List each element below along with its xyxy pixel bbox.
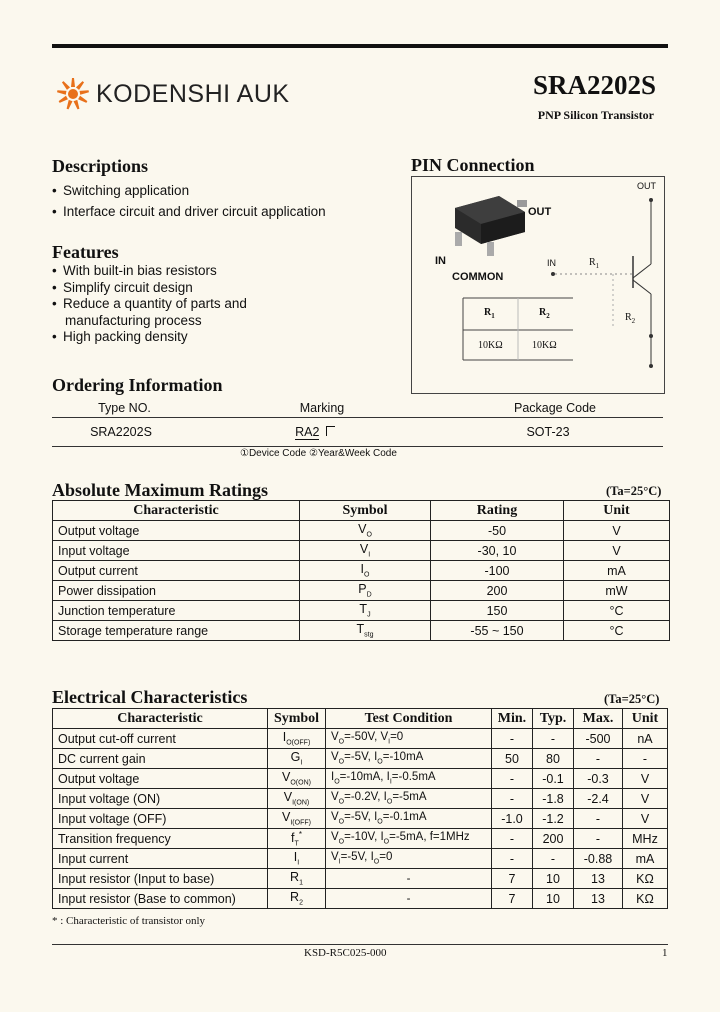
unit-cell: V [564, 541, 670, 561]
table-row [53, 521, 670, 541]
test-condition-cell [326, 829, 492, 849]
symbol-cell [300, 541, 431, 561]
ordering-package: SOT-23 [526, 425, 570, 439]
resistor-table-r1: $R_1$ [484, 307, 495, 320]
symbol-subscript: I(ON) [292, 799, 310, 807]
typ-cell: -0.1 [533, 769, 574, 789]
condition-part: O [386, 798, 393, 806]
condition-part: O [334, 778, 340, 786]
characteristic-cell: Input current [53, 849, 268, 869]
symbol-cell [268, 849, 326, 869]
min-cell: - [492, 849, 533, 869]
condition-part: =-5mA [392, 791, 427, 804]
col-unit: Unit [564, 501, 670, 521]
characteristic-cell: Storage temperature range [53, 621, 300, 641]
condition-part: =-5V, I [340, 851, 374, 864]
characteristic-cell: Output current [53, 561, 300, 581]
unit-cell: V [623, 769, 668, 789]
footer-rule [52, 944, 668, 945]
resistor-table-v1: 10KΩ [478, 340, 503, 351]
condition-part: V [331, 831, 339, 844]
ordering-col-marking: Marking [299, 400, 345, 415]
condition-part: O [338, 758, 345, 766]
symbol-subscript: O(ON) [290, 779, 311, 787]
ordering-note: ①Device Code ②Year&Week Code [240, 448, 397, 459]
rating-cell: -100 [431, 561, 564, 581]
unit-cell: mA [623, 849, 668, 869]
list-item: • High packing density [52, 329, 402, 346]
symbol-subscript: I(OFF) [290, 819, 311, 827]
characteristic-cell: Input resistor (Base to common) [53, 889, 268, 909]
typ-cell: 80 [533, 749, 574, 769]
min-cell: - [492, 789, 533, 809]
col-min: Min. [492, 709, 533, 729]
condition-part: O [338, 838, 345, 846]
table-row [53, 769, 668, 789]
table-row [53, 809, 668, 829]
condition-part: O [373, 858, 380, 866]
condition-part: V [331, 751, 339, 764]
table-header-row [53, 501, 670, 521]
pin-in-label: IN [435, 255, 446, 267]
features-list [52, 263, 402, 346]
table-row [53, 541, 670, 561]
symbol-base: T [356, 622, 365, 637]
table-row [53, 561, 670, 581]
max-cell: -2.4 [574, 789, 623, 809]
elec-condition: (Ta=25°C) [604, 692, 660, 706]
ordering-header-row [52, 398, 663, 418]
symbol-subscript: I [368, 551, 371, 559]
max-cell: - [574, 809, 623, 829]
symbol-subscript: D [366, 591, 372, 599]
symbol-subscript: stg [364, 631, 374, 639]
condition-part: =-50V, V [344, 731, 389, 744]
table-row [53, 869, 668, 889]
pin-connection-heading: PIN Connection [411, 155, 535, 175]
symbol-base: P [358, 582, 367, 597]
unit-cell: nA [623, 729, 668, 749]
ordering-heading: Ordering Information [52, 375, 223, 395]
rating-cell: -50 [431, 521, 564, 541]
list-item: • Switching application [52, 180, 402, 201]
typ-cell: - [533, 849, 574, 869]
min-cell: 7 [492, 869, 533, 889]
typ-cell: 10 [533, 869, 574, 889]
min-cell: 7 [492, 889, 533, 909]
symbol-subscript: J [367, 611, 371, 619]
typ-cell: -1.2 [533, 809, 574, 829]
unit-cell: mW [564, 581, 670, 601]
list-item-continuation: manufacturing process [65, 312, 202, 328]
table-row [53, 749, 668, 769]
condition-part: V [331, 851, 339, 864]
characteristic-cell: Power dissipation [53, 581, 300, 601]
ordering-table [52, 398, 663, 447]
ordering-row [52, 418, 663, 447]
list-item: • Reduce a quantity of parts and [52, 296, 402, 313]
test-condition-cell [326, 729, 492, 749]
characteristic-cell: Junction temperature [53, 601, 300, 621]
table-row [53, 789, 668, 809]
test-condition-cell: - [326, 869, 492, 889]
characteristic-cell: Output cut-off current [53, 729, 268, 749]
elec-footnote: * : Characteristic of transistor only [52, 915, 206, 927]
kodenshi-sun-icon [56, 77, 90, 111]
symbol-cell [300, 621, 431, 641]
symbol-subscript: 2 [299, 899, 303, 907]
rating-cell: 200 [431, 581, 564, 601]
characteristic-cell: Input resistor (Input to base) [53, 869, 268, 889]
characteristic-cell: Output voltage [53, 769, 268, 789]
symbol-cell [268, 869, 326, 889]
symbol-cell [268, 769, 326, 789]
condition-part: =-5V, I [344, 751, 378, 764]
min-cell: - [492, 829, 533, 849]
table-row [53, 889, 668, 909]
symbol-cell [268, 809, 326, 829]
min-cell: -1.0 [492, 809, 533, 829]
typ-cell: - [533, 729, 574, 749]
condition-part: =0 [379, 851, 393, 864]
test-condition-cell [326, 769, 492, 789]
symbol-cell [268, 889, 326, 909]
symbol-base: V [359, 542, 369, 557]
unit-cell: V [564, 521, 670, 541]
unit-cell: °C [564, 621, 670, 641]
characteristic-cell: Input voltage [53, 541, 300, 561]
col-unit: Unit [623, 709, 668, 729]
unit-cell: KΩ [623, 889, 668, 909]
condition-part: V [331, 731, 339, 744]
schematic-r2-label: $R_2$ [625, 312, 636, 325]
rating-cell: -55 ~ 150 [431, 621, 564, 641]
symbol-cell [268, 829, 326, 849]
condition-part: O [338, 738, 345, 746]
unit-cell: °C [564, 601, 670, 621]
max-cell: - [574, 749, 623, 769]
symbol-subscript: I [300, 759, 303, 767]
symbol-subscript: 1 [299, 879, 303, 887]
resistor-table-v2: 10KΩ [532, 340, 557, 351]
marking-box-icon [326, 426, 335, 436]
symbol-subscript: T [294, 840, 299, 848]
test-condition-cell [326, 789, 492, 809]
equivalent-circuit [411, 176, 663, 392]
col-symbol: Symbol [268, 709, 326, 729]
characteristic-cell: Input voltage (OFF) [53, 809, 268, 829]
rating-cell: -30, 10 [431, 541, 564, 561]
col-characteristic: Characteristic [53, 709, 268, 729]
condition-part: =-5mA, f=1MHz [389, 831, 470, 844]
table-row [53, 849, 668, 869]
symbol-cell [300, 521, 431, 541]
schematic-in-label: IN [547, 258, 556, 268]
symbol-cell [268, 749, 326, 769]
test-condition-cell [326, 849, 492, 869]
col-rating: Rating [431, 501, 564, 521]
list-item: • Interface circuit and driver circuit application [52, 201, 402, 222]
unit-cell: KΩ [623, 869, 668, 889]
top-rule [52, 44, 668, 48]
symbol-cell [268, 789, 326, 809]
table-row [53, 729, 668, 749]
symbol-cell [268, 729, 326, 749]
symbol-subscript: O(OFF) [286, 739, 311, 747]
max-cell: -0.88 [574, 849, 623, 869]
elec-table [52, 708, 668, 909]
unit-cell: MHz [623, 829, 668, 849]
col-test-condition: Test Condition [326, 709, 492, 729]
rating-cell: 150 [431, 601, 564, 621]
symbol-base: V [282, 770, 291, 785]
pin-common-label: COMMON [452, 271, 504, 283]
unit-cell: - [623, 749, 668, 769]
condition-part: I [331, 771, 335, 784]
symbol-base: V [282, 810, 291, 825]
typ-cell: 10 [533, 889, 574, 909]
condition-part: O [377, 758, 383, 766]
symbol-cell [300, 561, 431, 581]
min-cell: - [492, 769, 533, 789]
characteristic-cell: DC current gain [53, 749, 268, 769]
ordering-marking [190, 425, 440, 439]
symbol-footnote-mark: * [298, 829, 302, 839]
abs-max-table [52, 500, 670, 641]
test-condition-cell [326, 809, 492, 829]
condition-part: =-0.2V, I [344, 791, 387, 804]
symbol-base: V [358, 522, 367, 537]
symbol-base: V [283, 790, 293, 805]
document-number: KSD-R5C025-000 [304, 947, 387, 959]
pin-out-label: OUT [528, 206, 552, 218]
characteristic-cell: Transition frequency [53, 829, 268, 849]
condition-part: O [383, 838, 390, 846]
table-row [53, 581, 670, 601]
elec-heading: Electrical Characteristics [52, 687, 248, 707]
list-item: • Simplify circuit design [52, 280, 402, 297]
condition-part: V [331, 811, 339, 824]
condition-part: V [331, 791, 339, 804]
min-cell: - [492, 729, 533, 749]
page-number: 1 [662, 947, 668, 959]
resistor-table-r2: $R_2$ [539, 307, 550, 320]
condition-part: I [389, 778, 392, 786]
abs-max-heading: Absolute Maximum Ratings [52, 480, 269, 500]
max-cell: 13 [574, 869, 623, 889]
max-cell: 13 [574, 889, 623, 909]
condition-part: =-10mA [382, 751, 424, 764]
symbol-subscript: O [364, 571, 370, 579]
part-number: SRA2202S [532, 70, 656, 100]
symbol-base: f [291, 830, 295, 845]
col-symbol: Symbol [300, 501, 431, 521]
condition-part: =-0.5mA [391, 771, 436, 784]
schematic-out-label: OUT [637, 181, 656, 191]
symbol-subscript: I [297, 859, 300, 867]
symbol-base: I [360, 562, 365, 577]
descriptions-heading: Descriptions [52, 156, 148, 176]
symbol-subscript: O [366, 531, 372, 539]
ordering-col-package: Package Code [513, 400, 596, 415]
max-cell: -0.3 [574, 769, 623, 789]
features-heading: Features [52, 242, 119, 262]
characteristic-cell: Output voltage [53, 521, 300, 541]
symbol-base: I [293, 850, 298, 865]
abs-max-condition: (Ta=25°C) [606, 484, 662, 498]
test-condition-cell [326, 749, 492, 769]
unit-cell: V [623, 809, 668, 829]
condition-part: =-10mA, I [339, 771, 390, 784]
symbol-base: T [359, 602, 368, 617]
product-subtitle: PNP Silicon Transistor [537, 108, 654, 122]
condition-part: I [338, 858, 341, 866]
condition-part: I [388, 738, 391, 746]
symbol-cell [300, 601, 431, 621]
typ-cell: -1.8 [533, 789, 574, 809]
condition-part: =0 [390, 731, 404, 744]
table-row [53, 621, 670, 641]
symbol-base: I [282, 730, 287, 745]
max-cell: - [574, 829, 623, 849]
brand-name: KODENSHI AUK [96, 79, 290, 108]
condition-part: O [338, 818, 345, 826]
ordering-type: SRA2202S [90, 425, 152, 439]
schematic-r1-label: $R_1$ [589, 257, 600, 270]
table-row [53, 601, 670, 621]
marking-code: RA2 [295, 425, 320, 439]
col-max: Max. [574, 709, 623, 729]
list-item: • With built-in bias resistors [52, 263, 402, 280]
table-row [53, 829, 668, 849]
min-cell: 50 [492, 749, 533, 769]
condition-part: =-5V, I [344, 811, 378, 824]
typ-cell: 200 [533, 829, 574, 849]
unit-cell: V [623, 789, 668, 809]
company-logo [56, 72, 290, 116]
condition-part: O [338, 798, 345, 806]
test-condition-cell: - [326, 889, 492, 909]
condition-part: =-10V, I [344, 831, 384, 844]
descriptions-list [52, 180, 402, 222]
symbol-base: R [290, 870, 300, 885]
max-cell: -500 [574, 729, 623, 749]
characteristic-cell: Input voltage (ON) [53, 789, 268, 809]
symbol-base: R [290, 890, 300, 905]
col-characteristic: Characteristic [53, 501, 300, 521]
col-typ: Typ. [533, 709, 574, 729]
condition-part: =-0.1mA [382, 811, 427, 824]
symbol-cell [300, 581, 431, 601]
ordering-col-type: Type NO. [98, 400, 151, 415]
condition-part: O [377, 818, 383, 826]
symbol-base: G [290, 750, 301, 765]
unit-cell: mA [564, 561, 670, 581]
table-header-row [53, 709, 668, 729]
